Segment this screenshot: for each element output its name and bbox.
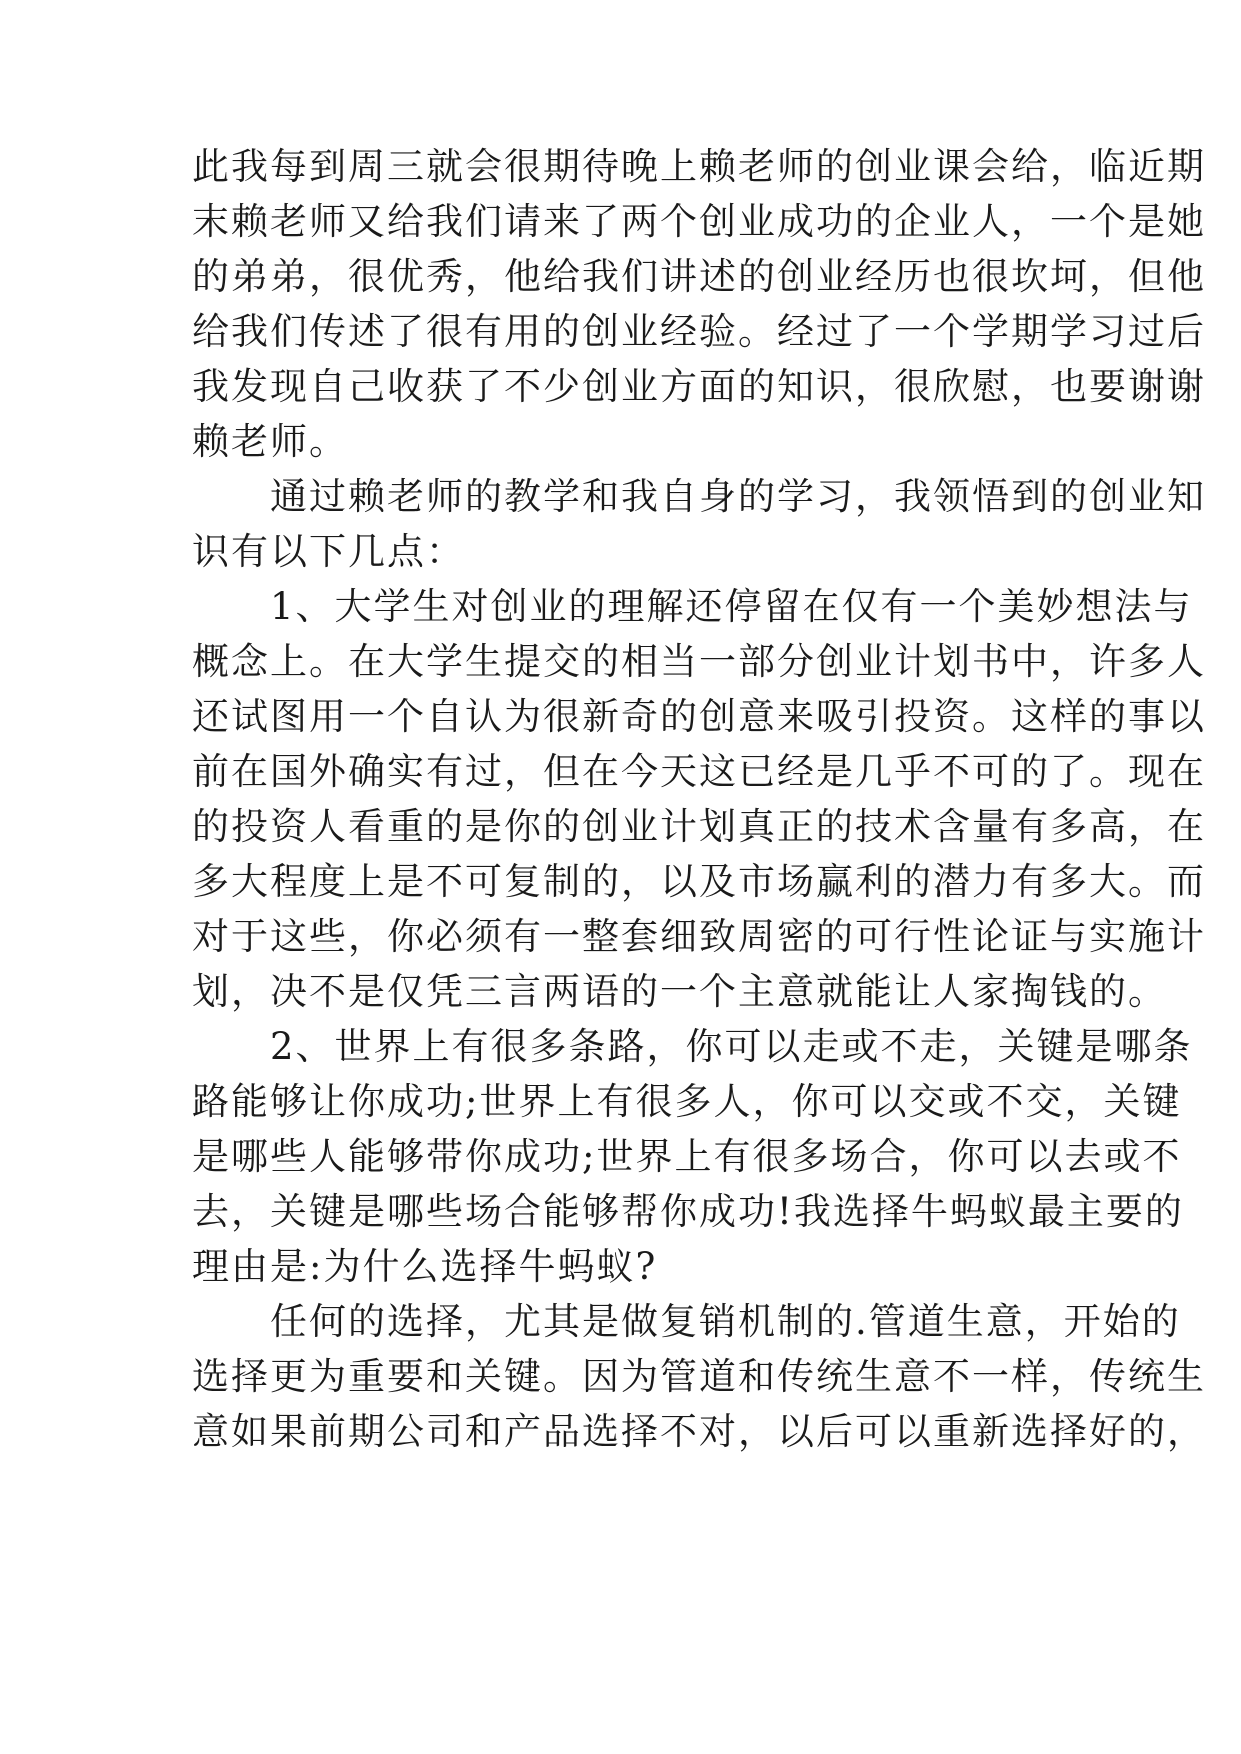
text-line: 任何的选择，尤其是做复销机制的.管道生意，开始的 [192,1300,1181,1343]
text-line: 是哪些人能够带你成功;世界上有很多场合，你可以去或不 [192,1135,1182,1178]
text-line: 前在国外确实有过，但在今天这已经是几乎不可的了。现在 [192,750,1206,793]
text-line: 末赖老师又给我们请来了两个创业成功的企业人，一个是她 [192,200,1206,243]
text-line: 的投资人看重的是你的创业计划真正的技术含量有多高，在 [192,805,1206,848]
text-line: 理由是:为什么选择牛蚂蚁? [192,1245,658,1288]
text-line: 通过赖老师的教学和我自身的学习，我领悟到的创业知 [192,475,1206,518]
text-line: 识有以下几点： [192,530,465,573]
text-line: 概念上。在大学生提交的相当一部分创业计划书中，许多人 [192,640,1206,683]
text-line: 路能够让你成功;世界上有很多人，你可以交或不交，关键 [192,1080,1182,1123]
text-line: 赖老师。 [192,420,348,463]
text-line: 对于这些，你必须有一整套细致周密的可行性论证与实施计 [192,915,1206,958]
text-line: 去，关键是哪些场合能够帮你成功!我选择牛蚂蚁最主要的 [192,1190,1184,1233]
text-line: 1、大学生对创业的理解还停留在仅有一个美妙想法与 [192,585,1193,628]
text-line: 选择更为重要和关键。因为管道和传统生意不一样，传统生 [192,1355,1206,1398]
text-line: 的弟弟，很优秀，他给我们讲述的创业经历也很坎坷，但他 [192,255,1206,298]
text-line: 给我们传述了很有用的创业经验。经过了一个学期学习过后 [192,310,1206,353]
text-line: 我发现自己收获了不少创业方面的知识，很欣慰，也要谢谢 [192,365,1206,408]
text-line: 2、世界上有很多条路，你可以走或不走，关键是哪条 [192,1025,1193,1068]
text-line: 多大程度上是不可复制的，以及市场赢利的潜力有多大。而 [192,860,1206,903]
text-line: 还试图用一个自认为很新奇的创意来吸引投资。这样的事以 [192,695,1206,738]
text-line: 此我每到周三就会很期待晚上赖老师的创业课会给，临近期 [192,145,1206,188]
text-line: 划，决不是仅凭三言两语的一个主意就能让人家掏钱的。 [192,970,1167,1013]
text-line: 意如果前期公司和产品选择不对，以后可以重新选择好的， [192,1410,1206,1453]
